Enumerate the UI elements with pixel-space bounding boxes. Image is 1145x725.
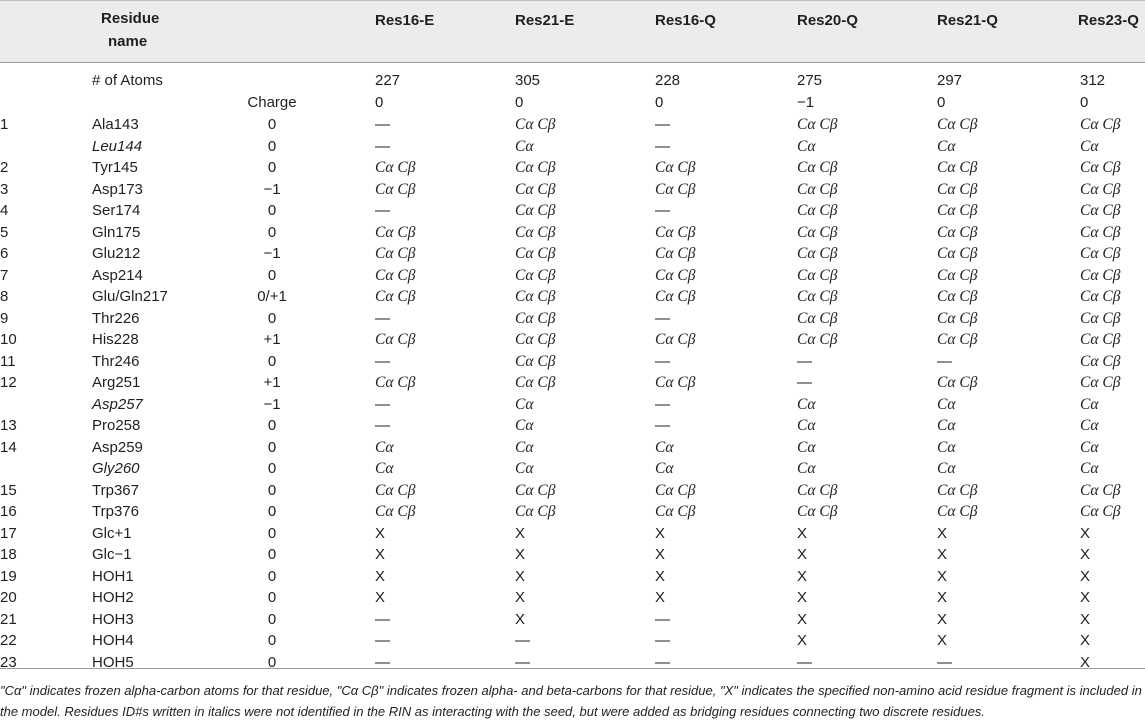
charge-value: 0 — [515, 94, 524, 111]
residue-name: His228 — [92, 331, 139, 348]
cell-value: Cα Cβ — [797, 223, 838, 241]
atoms-value: 227 — [375, 72, 401, 89]
cell-value: Cα — [375, 438, 394, 456]
cell-value: Cα — [797, 137, 816, 155]
cell-value: Cα Cβ — [515, 503, 556, 520]
cell-value: Cα Cβ — [375, 288, 416, 305]
residue-name: HOH1 — [92, 567, 134, 585]
cell-value: Cα Cβ — [1080, 481, 1121, 499]
cell-value: Cα — [375, 460, 394, 477]
table-row — [0, 200, 1145, 221]
cell-value: Cα — [1080, 417, 1099, 434]
cell-value: X — [1080, 567, 1091, 585]
table-row — [0, 415, 1145, 436]
table-row — [0, 243, 1145, 264]
atoms-value: 305 — [515, 72, 541, 89]
residue-charge: 0 — [267, 309, 277, 327]
cell-value: X — [797, 589, 808, 606]
residue-name: Thr246 — [92, 352, 140, 370]
cell-value: Cα Cβ — [797, 309, 838, 327]
residue-charge: 0 — [267, 589, 277, 606]
cell-value: Cα Cβ — [797, 202, 838, 219]
header-col-res21-e: Res21-E — [515, 12, 575, 29]
cell-value: Cα Cβ — [515, 116, 556, 133]
cell-value: Cα Cβ — [937, 223, 978, 241]
cell-value: Cα Cβ — [797, 266, 838, 284]
cell-value: Cα Cβ — [655, 481, 696, 499]
residue-charge: +1 — [263, 374, 281, 391]
cell-value: Cα — [515, 417, 534, 434]
residue-charge: 0 — [267, 116, 277, 133]
table-row — [0, 458, 1145, 479]
residue-id: 12 — [0, 374, 17, 391]
cell-value: Cα Cβ — [375, 266, 416, 284]
residue-charge: −1 — [263, 395, 281, 413]
residue-id: 15 — [0, 481, 17, 499]
residue-name: Tyr145 — [92, 159, 138, 176]
cell-value: Cα — [937, 460, 956, 477]
cell-value: Cα Cβ — [937, 266, 978, 284]
table-row — [0, 609, 1145, 630]
atoms-value: 297 — [937, 72, 963, 89]
cell-value: — — [655, 632, 670, 649]
cell-value: X — [1080, 632, 1091, 649]
cell-value: Cα Cβ — [1080, 223, 1121, 241]
residue-charge: 0 — [267, 438, 277, 456]
cell-value: — — [375, 653, 390, 671]
cell-value: Cα Cβ — [1080, 288, 1121, 305]
cell-value: Cα Cβ — [937, 159, 978, 176]
residue-name: Asp259 — [92, 438, 143, 456]
cell-value: Cα Cβ — [655, 180, 696, 198]
table-row — [0, 652, 1145, 673]
table-row — [0, 394, 1145, 415]
cell-value: Cα — [515, 137, 534, 155]
table-row — [0, 523, 1145, 544]
cell-value: Cα Cβ — [515, 481, 556, 499]
cell-value: Cα Cβ — [375, 159, 416, 176]
residue-name: Asp214 — [92, 266, 143, 284]
cell-value: Cα Cβ — [515, 309, 556, 327]
residue-charge: 0 — [267, 202, 277, 219]
cell-value: Cα Cβ — [1080, 309, 1121, 327]
residue-name: Pro258 — [92, 417, 141, 434]
cell-value: Cα — [1080, 137, 1099, 155]
residue-id: 22 — [0, 632, 17, 649]
cell-value: — — [655, 395, 670, 413]
cell-value: Cα Cβ — [655, 159, 696, 176]
cell-value: Cα — [797, 417, 816, 434]
header-col-res16-e: Res16-E — [375, 12, 435, 29]
cell-value: Cα Cβ — [1080, 245, 1121, 262]
cell-value: Cα — [937, 438, 956, 456]
table-row — [0, 329, 1145, 350]
atoms-value: 275 — [797, 72, 823, 89]
residue-charge: 0 — [267, 159, 277, 176]
cell-value: Cα Cβ — [937, 180, 978, 198]
cell-value: Cα — [797, 460, 816, 477]
residue-name: Glu/Gln217 — [92, 288, 168, 305]
cell-value: — — [375, 417, 390, 434]
footnote-divider — [0, 668, 1145, 669]
residue-charge: 0 — [267, 503, 277, 520]
residue-name: Glu212 — [92, 245, 141, 262]
table-row — [0, 630, 1145, 651]
cell-value: — — [375, 202, 390, 219]
cell-value: — — [655, 202, 670, 219]
residue-id: 4 — [0, 202, 9, 219]
cell-value: X — [797, 524, 808, 542]
residue-charge: 0 — [267, 223, 277, 241]
cell-value: Cα Cβ — [797, 180, 838, 198]
residue-name: Leu144 — [92, 137, 143, 155]
table-row — [0, 372, 1145, 393]
cell-value: Cα Cβ — [375, 223, 416, 241]
residue-id: 21 — [0, 610, 17, 628]
cell-value: Cα — [1080, 460, 1099, 477]
residue-name: HOH2 — [92, 589, 134, 606]
cell-value: Cα Cβ — [375, 245, 416, 262]
cell-value: Cα — [515, 460, 534, 477]
cell-value: X — [797, 632, 808, 649]
cell-value: Cα Cβ — [375, 331, 416, 348]
cell-value: X — [937, 589, 948, 606]
cell-value: X — [797, 610, 808, 628]
cell-value: X — [797, 546, 808, 563]
charge-value: 0 — [937, 94, 946, 111]
charge-row — [0, 92, 1145, 113]
cell-value: — — [655, 653, 670, 671]
residue-name: Asp173 — [92, 180, 143, 198]
residue-id: 13 — [0, 417, 17, 434]
cell-value: X — [1080, 589, 1091, 606]
cell-value: Cα Cβ — [1080, 331, 1121, 348]
table-row — [0, 222, 1145, 243]
residue-name: HOH4 — [92, 632, 134, 649]
table-row — [0, 544, 1145, 565]
cell-value: Cα Cβ — [797, 159, 838, 176]
residue-name: Gln175 — [92, 223, 141, 241]
residue-name: Thr226 — [92, 309, 140, 327]
residue-charge: 0 — [267, 546, 277, 563]
atoms-label: # of Atoms — [92, 72, 163, 89]
cell-value: X — [375, 567, 386, 585]
cell-value: — — [797, 653, 812, 671]
cell-value: Cα Cβ — [797, 116, 838, 133]
atoms-row — [0, 70, 1145, 91]
cell-value: — — [937, 352, 952, 370]
cell-value: Cα Cβ — [375, 180, 416, 198]
residue-name: Asp257 — [92, 395, 143, 413]
charge-value: 0 — [375, 94, 384, 111]
residue-name: HOH3 — [92, 610, 134, 628]
cell-value: X — [1080, 653, 1091, 671]
residue-name: HOH5 — [92, 653, 134, 671]
cell-value: Cα Cβ — [655, 374, 696, 391]
atoms-value: 312 — [1080, 72, 1106, 89]
cell-value: Cα Cβ — [515, 352, 556, 370]
cell-value: Cα — [515, 395, 534, 413]
cell-value: — — [375, 395, 390, 413]
header-col-res20-q: Res20-Q — [797, 12, 858, 29]
residue-charge: 0 — [267, 266, 277, 284]
residue-name: Trp367 — [92, 481, 139, 499]
cell-value: — — [655, 352, 670, 370]
cell-value: Cα Cβ — [937, 481, 978, 499]
cell-value: Cα Cβ — [937, 374, 978, 391]
residue-charge: 0 — [267, 352, 277, 370]
table-row — [0, 308, 1145, 329]
cell-value: X — [655, 546, 666, 563]
cell-value: X — [375, 589, 386, 606]
residue-id: 5 — [0, 223, 9, 241]
cell-value: — — [655, 417, 670, 434]
residue-id: 6 — [0, 245, 9, 262]
cell-value: Cα Cβ — [515, 266, 556, 284]
cell-value: Cα Cβ — [797, 288, 838, 305]
cell-value: — — [655, 137, 670, 155]
cell-value: X — [655, 589, 666, 606]
residue-charge: 0 — [267, 632, 277, 649]
cell-value: — — [375, 309, 390, 327]
residue-charge: 0 — [267, 524, 277, 542]
cell-value: X — [937, 610, 948, 628]
cell-value: Cα Cβ — [655, 331, 696, 348]
cell-value: Cα Cβ — [1080, 116, 1121, 133]
residue-name: Glc+1 — [92, 524, 132, 542]
residue-id: 17 — [0, 524, 17, 542]
cell-value: X — [515, 589, 526, 606]
cell-value: X — [515, 546, 526, 563]
cell-value: Cα Cβ — [515, 223, 556, 241]
cell-value: Cα Cβ — [655, 503, 696, 520]
table-row — [0, 587, 1145, 608]
cell-value: — — [937, 653, 952, 671]
cell-value: X — [655, 567, 666, 585]
cell-value: Cα — [1080, 395, 1099, 413]
cell-value: X — [655, 524, 666, 542]
charge-value: 0 — [1080, 94, 1089, 111]
cell-value: X — [937, 567, 948, 585]
cell-value: — — [797, 374, 812, 391]
charge-value: 0 — [655, 94, 664, 111]
table-row — [0, 437, 1145, 458]
residue-id: 18 — [0, 546, 17, 563]
residue-name: Ala143 — [92, 116, 139, 133]
cell-value: Cα Cβ — [515, 331, 556, 348]
cell-value: Cα — [1080, 438, 1099, 456]
residue-name: Trp376 — [92, 503, 139, 520]
cell-value: Cα Cβ — [1080, 374, 1121, 391]
residue-charge: 0 — [267, 137, 277, 155]
cell-value: Cα Cβ — [515, 180, 556, 198]
residue-id: 7 — [0, 266, 9, 284]
residue-name: Glc−1 — [92, 546, 132, 563]
residue-name: Arg251 — [92, 374, 141, 391]
cell-value: Cα Cβ — [797, 331, 838, 348]
residue-charge: 0 — [267, 481, 277, 499]
residue-charge: 0 — [267, 610, 277, 628]
table-row — [0, 351, 1145, 372]
cell-value: X — [937, 632, 948, 649]
cell-value: Cα — [655, 460, 674, 477]
residue-charge: 0/+1 — [257, 288, 287, 305]
cell-value: X — [797, 567, 808, 585]
cell-value: Cα Cβ — [1080, 503, 1121, 520]
cell-value: Cα Cβ — [515, 159, 556, 176]
residue-charge: 0 — [267, 460, 277, 477]
cell-value: Cα Cβ — [515, 288, 556, 305]
residue-id: 20 — [0, 589, 17, 606]
residue-charge: 0 — [267, 417, 277, 434]
cell-value: — — [375, 632, 390, 649]
cell-value: Cα Cβ — [515, 202, 556, 219]
cell-value: — — [655, 610, 670, 628]
residue-charge: −1 — [263, 180, 281, 198]
cell-value: — — [375, 116, 390, 133]
table-row — [0, 114, 1145, 135]
residue-id: 19 — [0, 567, 17, 585]
cell-value: Cα — [797, 438, 816, 456]
cell-value: — — [515, 653, 530, 671]
cell-value: — — [655, 309, 670, 327]
cell-value: Cα Cβ — [655, 245, 696, 262]
residue-id: 23 — [0, 653, 17, 671]
cell-value: Cα Cβ — [375, 503, 416, 520]
table-row — [0, 179, 1145, 200]
table-row — [0, 136, 1145, 157]
cell-value: Cα — [937, 395, 956, 413]
residue-id: 11 — [0, 352, 16, 370]
cell-value: Cα Cβ — [937, 245, 978, 262]
residue-charge: 0 — [267, 567, 277, 585]
table-row — [0, 265, 1145, 286]
residue-charge: +1 — [263, 331, 281, 348]
cell-value: — — [375, 352, 390, 370]
cell-value: Cα — [515, 438, 534, 456]
cell-value: — — [797, 352, 812, 370]
cell-value: — — [655, 116, 670, 133]
table-row — [0, 157, 1145, 178]
cell-value: Cα — [797, 395, 816, 413]
cell-value: Cα Cβ — [1080, 159, 1121, 176]
charge-value: −1 — [797, 94, 815, 111]
cell-value: Cα Cβ — [937, 116, 978, 133]
cell-value: Cα Cβ — [375, 481, 416, 499]
cell-value: Cα Cβ — [937, 202, 978, 219]
cell-value: Cα Cβ — [937, 309, 978, 327]
cell-value: X — [515, 567, 526, 585]
residue-name: Ser174 — [92, 202, 141, 219]
table-header — [0, 0, 1145, 63]
cell-value: Cα Cβ — [937, 288, 978, 305]
residue-id: 3 — [0, 180, 9, 198]
residue-id: 1 — [0, 116, 9, 133]
cell-value: Cα Cβ — [655, 223, 696, 241]
cell-value: Cα Cβ — [655, 266, 696, 284]
cell-value: — — [375, 137, 390, 155]
cell-value: Cα — [937, 417, 956, 434]
cell-value: Cα Cβ — [797, 481, 838, 499]
cell-value: Cα Cβ — [515, 245, 556, 262]
header-col-res23-q: Res23-Q — [1078, 12, 1139, 29]
cell-value: X — [1080, 524, 1091, 542]
cell-value: Cα Cβ — [797, 503, 838, 520]
residue-id: 9 — [0, 309, 9, 327]
atoms-value: 228 — [655, 72, 681, 89]
header-col-res16-q: Res16-Q — [655, 12, 716, 29]
header-col-res21-q: Res21-Q — [937, 12, 998, 29]
residue-id: 14 — [0, 438, 17, 456]
table-row — [0, 286, 1145, 307]
cell-value: — — [375, 610, 390, 628]
cell-value: Cα Cβ — [1080, 266, 1121, 284]
header-residue-name-line2: name — [108, 33, 148, 50]
table-row — [0, 566, 1145, 587]
residue-charge: 0 — [267, 653, 277, 671]
cell-value: X — [375, 546, 386, 563]
header-residue-name-line1: Residue — [101, 10, 160, 27]
cell-value: X — [1080, 610, 1091, 628]
cell-value: Cα — [937, 137, 956, 155]
cell-value: Cα Cβ — [1080, 180, 1121, 198]
cell-value: Cα Cβ — [515, 374, 556, 391]
cell-value: Cα Cβ — [1080, 352, 1121, 370]
cell-value: Cα Cβ — [797, 245, 838, 262]
cell-value: X — [515, 524, 526, 542]
residue-charge: −1 — [263, 245, 281, 262]
residue-name: Gly260 — [92, 460, 140, 477]
cell-value: Cα Cβ — [655, 288, 696, 305]
cell-value: Cα Cβ — [375, 374, 416, 391]
table-footnote: "Cα" indicates frozen alpha-carbon atoms for that residue, "Cα Cβ" indicates frozen alpha- and beta-carbons for that residue, "X" indicates the specified non-amino acid residue fragment is included in the model. Residues ID#s written in italics were not identified in the RIN as interacting with the seed, but were added as bridging residues connecting two discrete residues. — [0, 683, 1142, 719]
cell-value: X — [515, 610, 526, 628]
cell-value: Cα Cβ — [937, 331, 978, 348]
charge-label: Charge — [247, 94, 297, 111]
cell-value: X — [375, 524, 386, 542]
table-row — [0, 501, 1145, 522]
cell-value: X — [937, 546, 948, 563]
cell-value: Cα Cβ — [937, 503, 978, 520]
cell-value: X — [1080, 546, 1091, 563]
residue-id: 8 — [0, 288, 9, 305]
cell-value: — — [515, 632, 530, 649]
table-row — [0, 480, 1145, 501]
cell-value: Cα — [655, 438, 674, 456]
cell-value: X — [937, 524, 948, 542]
residue-id: 2 — [0, 159, 9, 176]
cell-value: Cα Cβ — [1080, 202, 1121, 219]
residue-id: 10 — [0, 331, 17, 348]
residue-id: 16 — [0, 503, 17, 520]
